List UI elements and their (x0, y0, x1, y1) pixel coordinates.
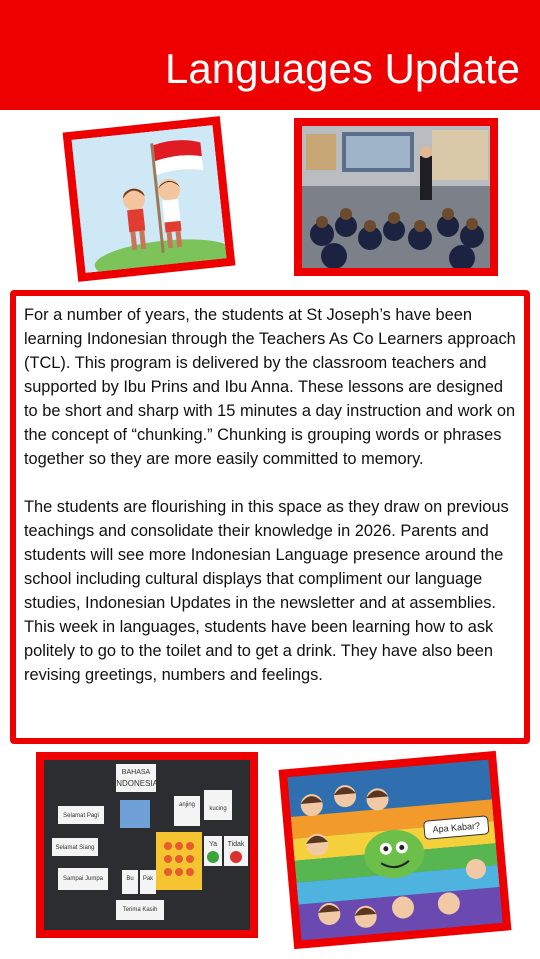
card-pak: Pak (142, 876, 154, 882)
card-terima-kasih: Terima Kasih (122, 907, 158, 913)
card-kucing: kucing (209, 806, 227, 812)
card-anjing: anjing (178, 802, 196, 808)
article-text-box (10, 290, 530, 744)
flag-cartoon-photo (63, 116, 236, 282)
classroom-photo (294, 118, 498, 276)
card-tidak: Tidak (227, 841, 245, 848)
article-paragraph-1: For a number of years, the students at St Joseph’s have been learning Indonesian through the Teachers As Co Learners approach (TCL). This program is delivered by the classroom teachers and supported by Ibu Prins and Ibu Anna. These lessons are designed to be short and sharp with 15 minutes a day instruction and work on the concept of “chunking.” Chunking is grouping words or phrases together so they are more easily committed to memory. (24, 306, 516, 468)
header-banner (0, 0, 540, 110)
poster-speech-bubble: Apa Kabar? (432, 820, 481, 835)
card-selamat-pagi: Selamat Pagi (63, 813, 99, 819)
card-bu: Bu (126, 876, 134, 882)
apa-kabar-poster-photo (279, 751, 512, 949)
page-title: Languages Update (165, 45, 520, 92)
article-paragraph-2: The students are flourishing in this space as they draw on previous teachings and consolidate their knowledge in 2026. Parents and students will see more Indonesian Language presence around the school including cultural displays that compliment our language studies, Indonesian Updates in the newsletter and at assemblies. This week in languages, students have been learning how to ask politely to go to the toilet and to get a drink. They have also been revising greetings, numbers and feelings. (24, 498, 509, 684)
card-sampai-jumpa: Sampai Jumpa (62, 876, 104, 882)
display-heading-2: INDONESIA (113, 779, 159, 788)
display-heading-1: BAHASA (121, 769, 151, 776)
vocabulary-display-photo (36, 752, 258, 938)
card-selamat-siang: Selamat Siang (55, 845, 95, 851)
card-ya: Ya (208, 841, 218, 848)
